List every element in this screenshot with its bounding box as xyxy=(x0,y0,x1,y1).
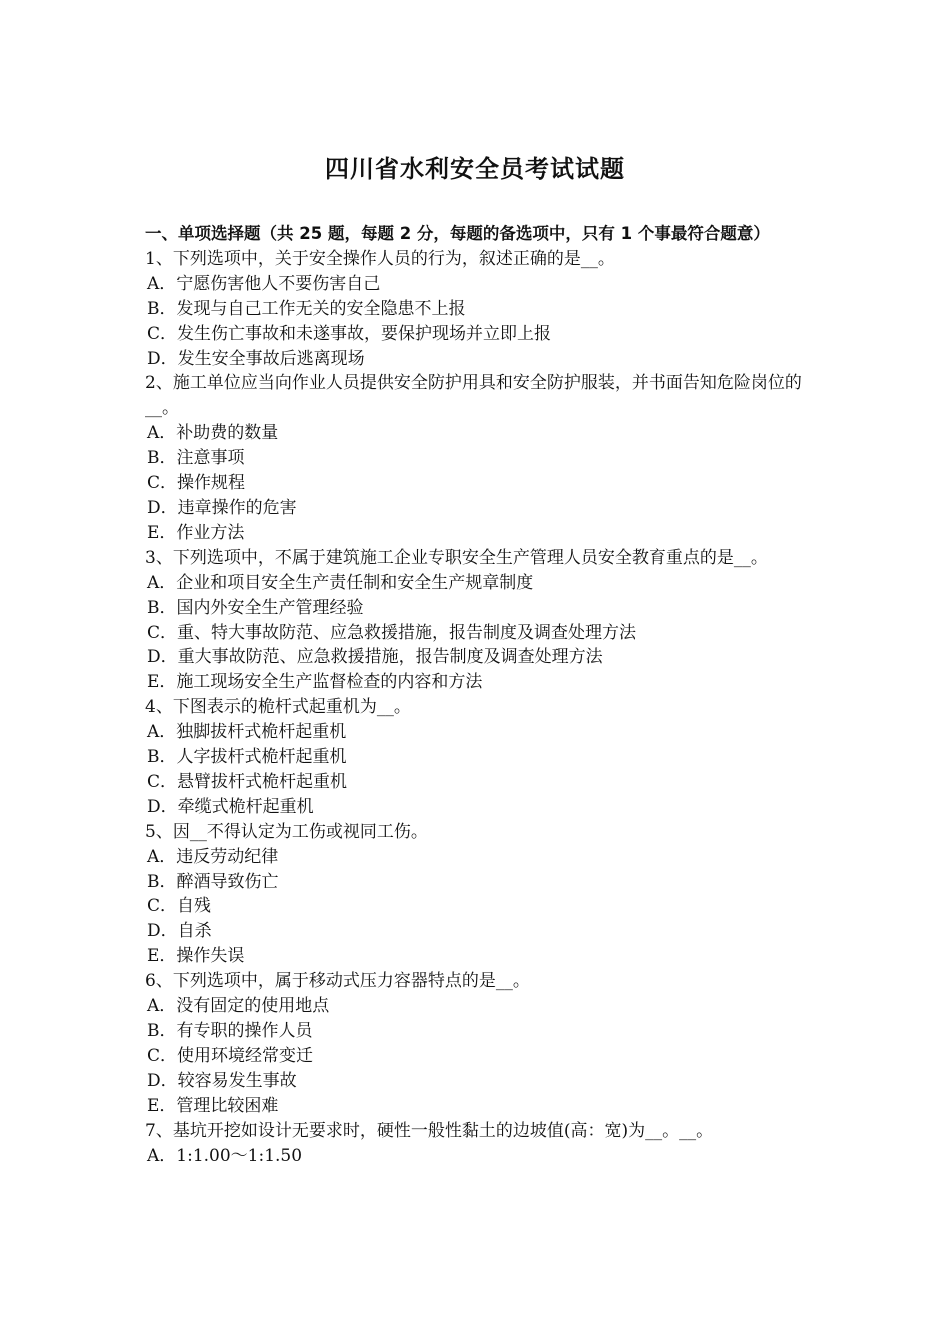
question-stem: 1、下列选项中，关于安全操作人员的行为，叙述正确的是__。 xyxy=(145,248,615,269)
option-d: D．自杀 xyxy=(147,921,212,942)
option-c: C．重、特大事故防范、应急救援措施，报告制度及调查处理方法 xyxy=(147,622,637,643)
question-stem: 5、因__不得认定为工伤或视同工伤。 xyxy=(145,821,428,842)
option-b: B．国内外安全生产管理经验 xyxy=(147,597,364,618)
option-e: E．操作失误 xyxy=(147,946,245,967)
option-a: A．违反劳动纪律 xyxy=(147,846,279,867)
question-3 xyxy=(145,546,810,695)
option-c: C．使用环境经常变迁 xyxy=(147,1045,314,1066)
option-b: B．有专职的操作人员 xyxy=(147,1021,313,1041)
option-d: D．较容易发生事故 xyxy=(147,1070,297,1091)
document-body xyxy=(145,222,810,1168)
option-a: A．补助费的数量 xyxy=(147,423,279,444)
option-a: A．1:1.00～1:1.50 xyxy=(147,1145,303,1166)
option-c: C．自残 xyxy=(147,896,212,917)
question-stem: 4、下图表示的桅杆式起重机为__。 xyxy=(145,697,411,718)
option-e: E．作业方法 xyxy=(147,522,245,543)
option-c: C．操作规程 xyxy=(147,473,246,494)
option-e: E．管理比较困难 xyxy=(147,1095,279,1116)
option-d: D．重大事故防范、应急救援措施，报告制度及调查处理方法 xyxy=(147,647,603,668)
option-a: A．宁愿伤害他人不要伤害自己 xyxy=(147,273,381,294)
document-title: 四川省水利安全员考试试题 xyxy=(325,155,625,183)
option-b: B．注意事项 xyxy=(147,448,245,469)
option-c: C．发生伤亡事故和未遂事故，要保护现场并立即上报 xyxy=(147,323,552,344)
option-a: A．没有固定的使用地点 xyxy=(147,996,330,1017)
option-a: A．企业和项目安全生产责任制和安全生产规章制度 xyxy=(147,572,534,593)
option-d: D．牵缆式桅杆起重机 xyxy=(147,796,314,817)
option-b: B．人字拔杆式桅杆起重机 xyxy=(147,747,347,768)
option-b: B．醉酒导致伤亡 xyxy=(147,871,279,892)
question-7 xyxy=(145,1119,810,1169)
question-stem: 3、下列选项中，不属于建筑施工企业专职安全生产管理人员安全教育重点的是__。 xyxy=(145,547,768,568)
question-1 xyxy=(145,247,810,372)
option-b: B．发现与自己工作无关的安全隐患不上报 xyxy=(147,298,466,319)
option-a: A．独脚拔杆式桅杆起重机 xyxy=(147,722,347,743)
option-e: E．施工现场安全生产监督检查的内容和方法 xyxy=(147,672,483,693)
question-stem: 7、基坑开挖如设计无要求时，硬性一般性黏土的边坡值(高：宽)为__。__。 xyxy=(145,1120,714,1141)
question-4 xyxy=(145,695,810,820)
question-stem: 2、施工单位应当向作业人员提供安全防护用具和安全防护服装，并书面告知危险岗位的__。 xyxy=(145,373,802,419)
question-6 xyxy=(145,969,810,1118)
option-c: C．悬臂拔杆式桅杆起重机 xyxy=(147,771,348,792)
question-stem: 6、下列选项中，属于移动式压力容器特点的是__。 xyxy=(145,971,530,992)
option-d: D．发生安全事故后逃离现场 xyxy=(147,348,365,369)
section-heading: 一、单项选择题（共 25 题，每题 2 分，每题的备选项中，只有 1 个事最符合题意） xyxy=(145,224,770,243)
question-5 xyxy=(145,820,810,969)
option-d: D．违章操作的危害 xyxy=(147,497,297,518)
question-2 xyxy=(145,371,810,545)
